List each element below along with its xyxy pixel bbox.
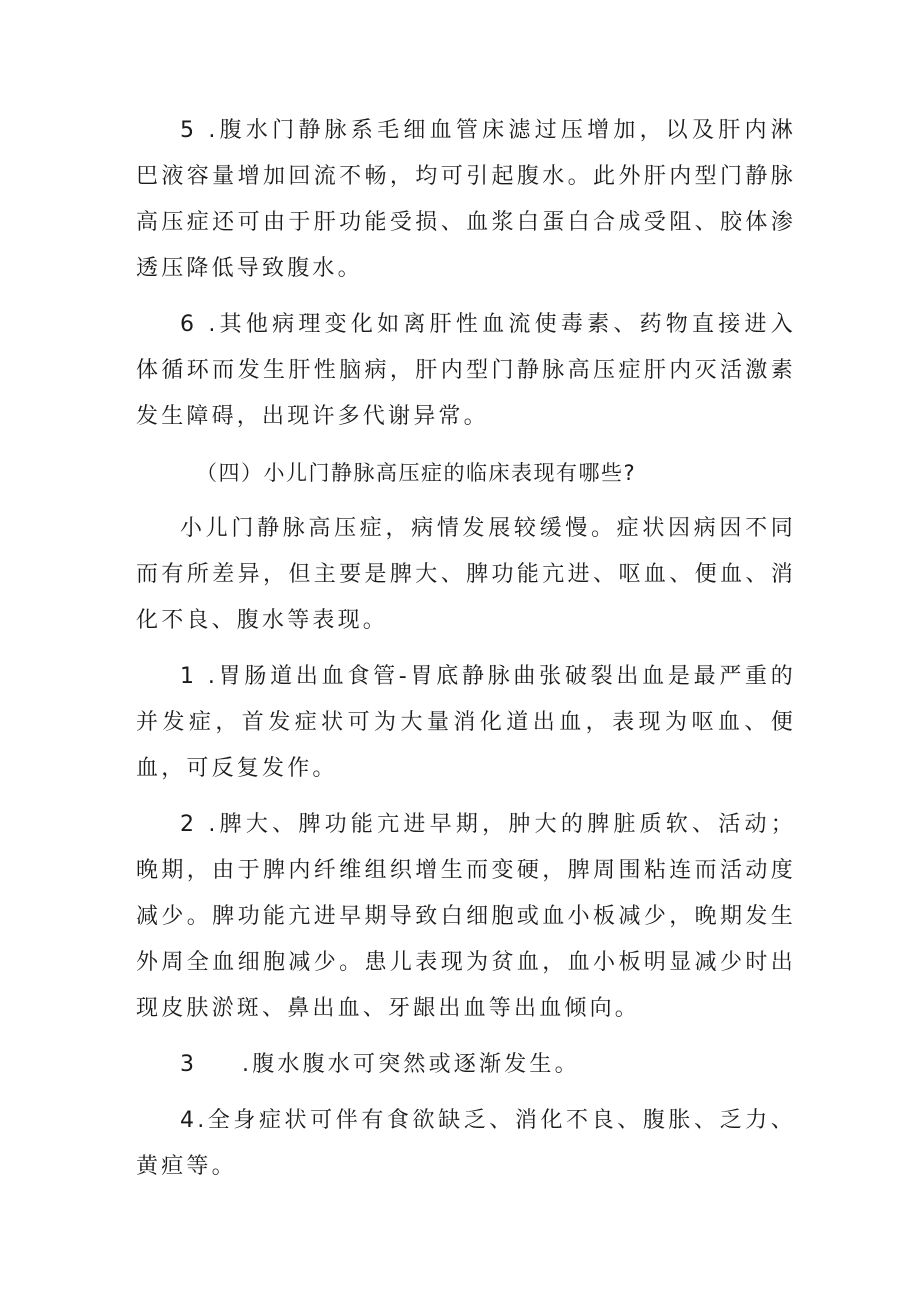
document-page [136,108,796,1200]
item-3-text: .腹水腹水可突然或逐渐发生。 [242,1052,580,1077]
section-heading: （四）小儿门静脉高压症的临床表现有哪些? [196,461,637,485]
paragraph-intro: 小儿门静脉高压症，病情发展较缓慢。症状因病因不同而有所差异，但主要是脾大、脾功能亢进、呕血、便血、消化不良、腹水等表现。 [136,516,796,633]
item-3-number: 3 [180,1052,198,1077]
paragraph-item-2: 2 .脾大、脾功能亢进早期，肿大的脾脏质软、活动；晚期，由于脾内纤维组织增生而变硬，脾周围粘连而活动度减少。脾功能亢进早期导致白细胞或血小板减少，晚期发生外周全血细胞减少。患儿表现为贫血，血小板明显减少时出现皮肤淤斑、鼻出血、牙龈出血等出血倾向。 [136,812,796,1021]
paragraph-ascites-mechanism: 5 .腹水门静脉系毛细血管床滤过压增加，以及肝内淋巴液容量增加回流不畅，均可引起腹水。此外肝内型门静脉高压症还可由于肝功能受损、血浆白蛋白合成受阻、胶体渗透压降低导致腹水。 [136,118,796,281]
paragraph-item-4: 4.全身症状可伴有食欲缺乏、消化不良、腹胀、乏力、黄疸等。 [136,1108,796,1179]
paragraph-item-3 [136,1042,796,1088]
paragraph-item-1: 1 .胃肠道出血食管-胃底静脉曲张破裂出血是最严重的并发症，首发症状可为大量消化道出血，表现为呕血、便血，可反复发作。 [136,664,796,781]
paragraph-other-pathology: 6 .其他病理变化如离肝性血流使毒素、药物直接进入体循环而发生肝性脑病，肝内型门静脉高压症肝内灭活激素发生障碍，出现许多代谢异常。 [136,312,796,429]
